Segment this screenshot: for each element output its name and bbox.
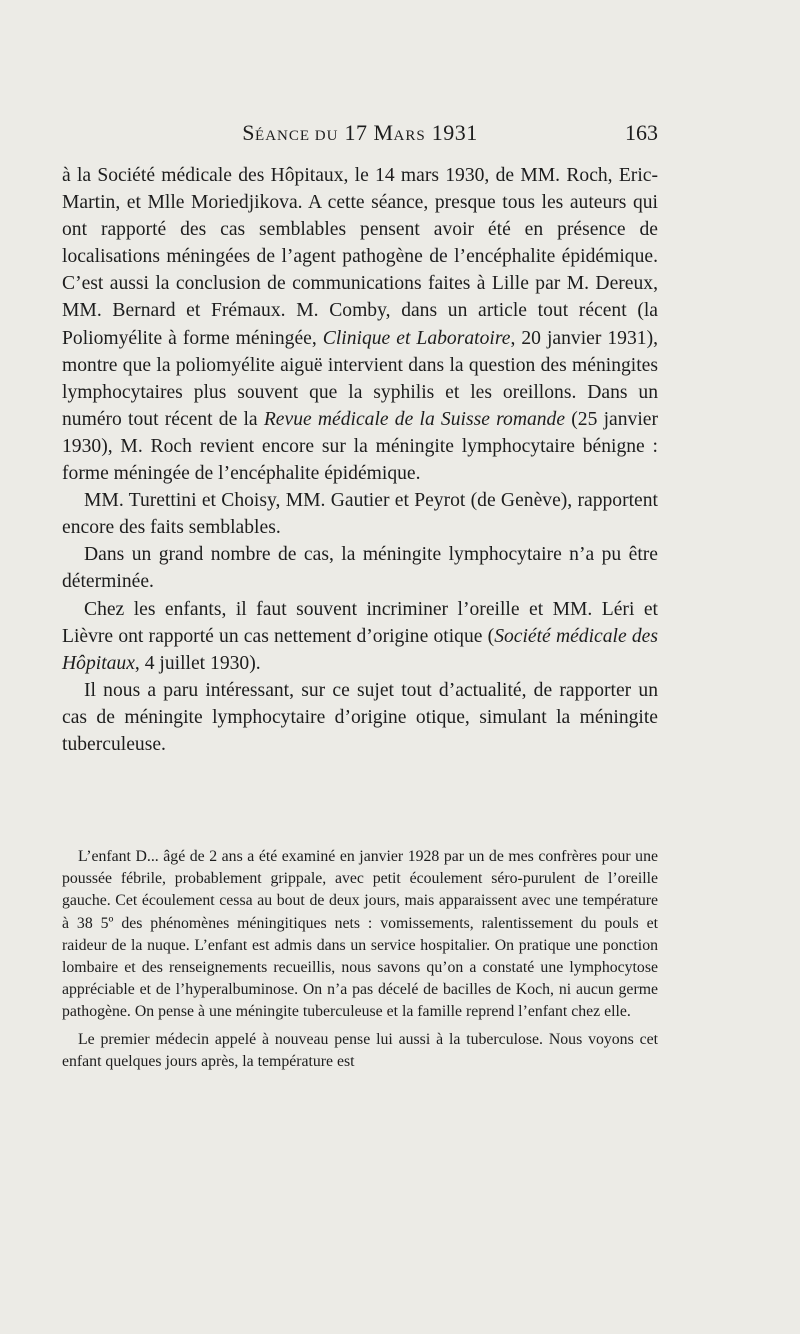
paragraph: MM. Turettini et Choisy, MM. Gautier et Peyrot (de Genève), rapportent encore des faits semblables. (62, 490, 658, 539)
text-run: Chez les enfants, il faut souvent incriminer l’oreille et MM. Léri et Lièvre ont rapporté un cas nettement d’origine otique ( (62, 598, 658, 647)
case-report (62, 846, 658, 1073)
text-run: à la Société médicale des Hôpitaux, le 14 mars 1930, de MM. Roch, Eric-Martin, et Mlle Moriedjikova. A cette séance, presque tous les auteurs qui ont rapporté des cas semblables pensent avoir été en présence de localisations méningées de l’agent pathogène de l’encéphalite épidémique. C’est aussi la conclusion de communications faites à Lille par M. Dereux, MM. Bernard et Frémaux. M. Comby, dans un article tout récent (la Poliomyélite à forme méningée, (62, 165, 658, 349)
paragraph: Dans un grand nombre de cas, la méningite lymphocytaire n’a pu être déterminée. (62, 544, 658, 593)
page-header (62, 120, 658, 150)
page-number: 163 (625, 120, 658, 145)
text-run: , 4 juillet 1930). (134, 652, 261, 674)
paragraph: Il nous a paru intéressant, sur ce sujet tout d’actualité, de rapporter un cas de méningite lymphocytaire d’origine otique, simulant la méningite tuberculeuse. (62, 679, 658, 755)
running-title: SÉANCE DU 17 MARS 1931 (242, 120, 478, 145)
journal-title: Société médicale des Hôpitaux (62, 625, 658, 674)
case-paragraph: Le premier médecin appelé à nouveau pense lui aussi à la tuberculose. Nous voyons cet enfant quelques jours après, la température est (62, 1030, 658, 1070)
main-text (62, 162, 658, 758)
paragraph (62, 596, 658, 677)
journal-title: Revue médicale de la Suisse romande (263, 408, 566, 430)
journal-title: Clinique et Laboratoire (322, 327, 511, 349)
paragraph (62, 162, 658, 487)
text-run: (25 janvier 1930), M. Roch revient encore sur la méningite lymphocytaire bénigne : forme méningée de l’encéphalite épidémique. (62, 408, 658, 485)
text-run: , 20 janvier 1931), montre que la poliomyélite aiguë intervient dans la question des méningites lymphocytaires plus souvent que la syphilis et les oreillons. Dans un numéro tout récent de la (62, 327, 658, 430)
case-paragraph: L’enfant D... âgé de 2 ans a été examiné en janvier 1928 par un de mes confrères pour une poussée fébrile, probablement grippale, avec petit écoulement séro-purulent de l’oreille gauche. Cet écoulement cessa au bout de deux jours, mais apparaissent avec une température à 38 5º des phénomènes méningitiques nets : vomissements, ralentissement du pouls et raideur de la nuque. L’enfant est admis dans un service hospitalier. On pratique une ponction lombaire et des renseignements recueillis, nous savons qu’on a constaté une lymphocytose appréciable et de l’hyperalbuminose. On n’a pas décelé de bacilles de Koch, ni aucun germe pathogène. On pense à une méningite tuberculeuse et la famille reprend l’enfant chez elle. (62, 848, 658, 1021)
